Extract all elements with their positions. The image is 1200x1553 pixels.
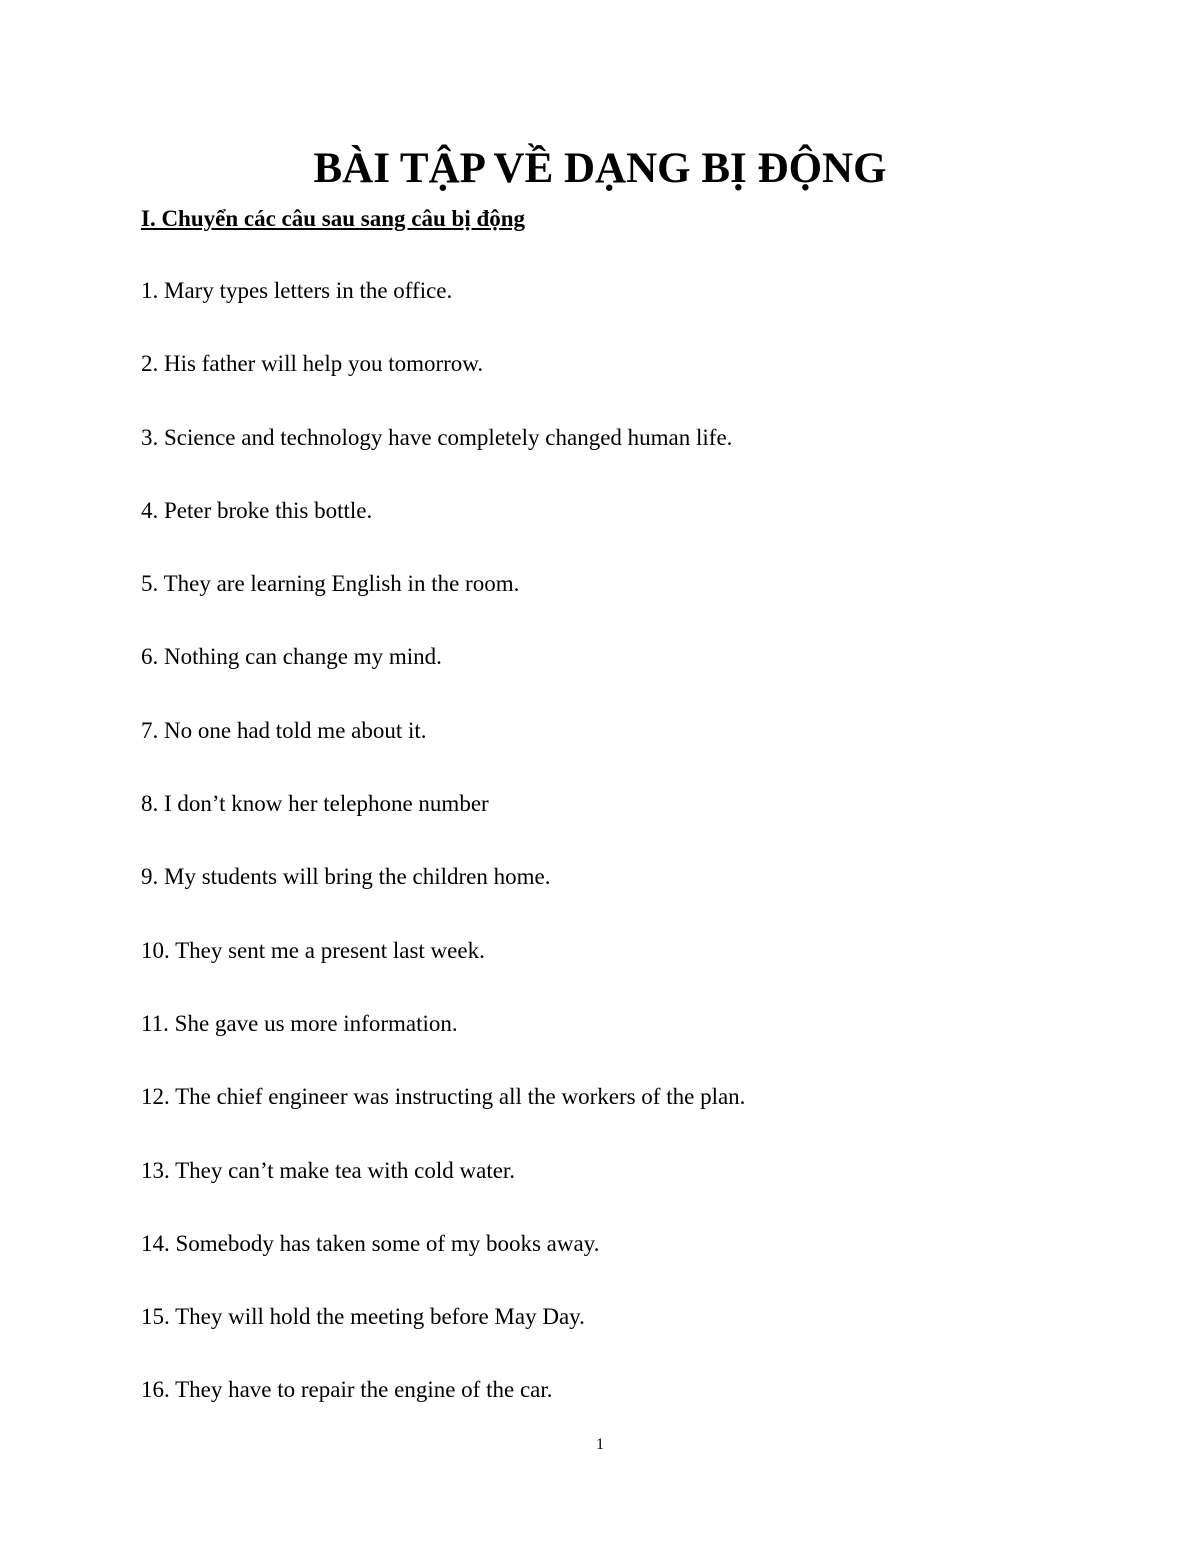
exercise-item: 5. They are learning English in the room. bbox=[141, 571, 520, 597]
section-heading: I. Chuyển các câu sau sang câu bị động bbox=[141, 206, 526, 231]
exercise-list bbox=[141, 275, 745, 1448]
exercise-item: 8. I don’t know her telephone number bbox=[141, 791, 489, 817]
exercise-item: 10. They sent me a present last week. bbox=[141, 937, 485, 963]
exercise-item: 13. They can’t make tea with cold water. bbox=[141, 1157, 516, 1183]
exercise-item: 11. She gave us more information. bbox=[141, 1010, 458, 1036]
exercise-item: 15. They will hold the meeting before May Day. bbox=[141, 1304, 585, 1330]
exercise-item: 4. Peter broke this bottle. bbox=[141, 497, 373, 523]
page-number: 1 bbox=[596, 1436, 604, 1453]
exercise-item: 12. The chief engineer was instructing all the workers of the plan. bbox=[141, 1084, 746, 1110]
exercise-item: 14. Somebody has taken some of my books away. bbox=[141, 1230, 600, 1256]
exercise-item: 6. Nothing can change my mind. bbox=[141, 644, 442, 670]
exercise-item: 2. His father will help you tomorrow. bbox=[141, 351, 484, 377]
exercise-item: 3. Science and technology have completely changed human life. bbox=[141, 424, 733, 450]
exercise-item: 9. My students will bring the children home. bbox=[141, 864, 551, 890]
exercise-item: 16. They have to repair the engine of the car. bbox=[141, 1377, 553, 1403]
exercise-item: 7. No one had told me about it. bbox=[141, 717, 427, 743]
page-title: BÀI TẬP VỀ DẠNG BỊ ĐỘNG bbox=[313, 145, 887, 192]
exercise-item: 1. Mary types letters in the office. bbox=[141, 278, 453, 303]
